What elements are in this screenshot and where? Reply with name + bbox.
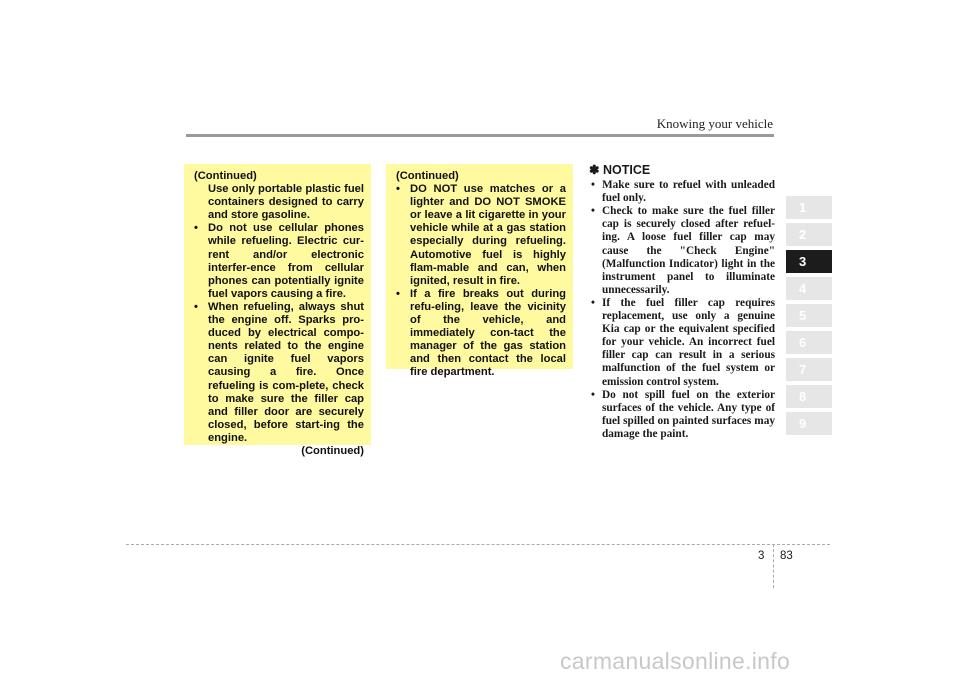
continued-label: (Continued)	[301, 444, 364, 457]
list-item-text: Make sure to refuel with unleaded fuel only.	[602, 179, 775, 205]
footer-divider	[773, 544, 774, 588]
chapter-tab-8[interactable]: 8	[786, 385, 832, 408]
chapter-tab-5[interactable]: 5	[786, 304, 832, 327]
page-number: 83	[780, 550, 793, 562]
bullet-icon: •	[591, 388, 595, 401]
list-item	[589, 297, 775, 389]
chapter-tab-6[interactable]: 6	[786, 331, 832, 354]
list-item	[589, 179, 775, 205]
page-header-title: Knowing your vehicle	[656, 116, 773, 131]
box-intro-text: Use only portable plastic fuel containers designed to carry and store gasoline.	[208, 183, 364, 222]
notice-section	[589, 164, 775, 441]
notice-star-icon: ✽	[589, 163, 600, 177]
list-item	[394, 288, 566, 380]
list-item	[192, 222, 364, 301]
list-item	[192, 301, 364, 445]
header-rule	[186, 134, 774, 137]
warning-list	[394, 183, 566, 379]
list-item-text: Check to make sure the fuel filler cap is securely closed after refuel-ing. A loose fuel filler cap may cause the "Check Engine" (Malfunction Indicator) light in the instrument panel to illuminate unnecessarily.	[602, 205, 775, 296]
notice-title: NOTICE	[602, 163, 651, 177]
list-item-text: Do not spill fuel on the exterior surfaces of the vehicle. Any type of fuel spilled on painted surfaces may damage the paint.	[602, 388, 775, 440]
list-item-text: Do not use cellular phones while refueling. Electric cur-rent and/or electronic interfer-ence from cellular phones can potentially ignite fuel vapors causing a fire.	[208, 222, 364, 300]
box-heading: (Continued)	[396, 170, 459, 182]
warning-box-right	[386, 164, 573, 379]
list-item	[589, 205, 775, 297]
bullet-icon: •	[396, 183, 400, 196]
chapter-tabs	[786, 196, 832, 439]
list-item-text: If a fire breaks out during refu-eling, leave the vicinity of the vehicle, and immediately con-tact the manager of the gas station and then contact the local fire department.	[410, 287, 566, 379]
notice-heading	[589, 164, 775, 177]
list-item	[394, 183, 566, 288]
chapter-tab-4[interactable]: 4	[786, 277, 832, 300]
warning-box-left	[184, 164, 371, 457]
bullet-icon: •	[591, 296, 595, 309]
box-heading: (Continued)	[194, 170, 257, 182]
chapter-tab-1[interactable]: 1	[786, 196, 832, 219]
chapter-tab-9[interactable]: 9	[786, 412, 832, 435]
warning-list	[192, 222, 364, 445]
list-item	[589, 389, 775, 441]
chapter-tab-3[interactable]: 3	[786, 250, 832, 273]
bullet-icon: •	[194, 300, 198, 313]
notice-list	[589, 179, 775, 441]
list-item-text: If the fuel filler cap requires replacement, use only a genuine Kia cap or the equivalent specified for your vehicle. An incorrect fuel filler cap can result in a serious malfunction of the fuel system or emission control system.	[602, 296, 775, 388]
page-section-number: 3	[758, 550, 765, 562]
list-item-text: DO NOT use matches or a lighter and DO NOT SMOKE or leave a lit cigarette in your vehicle while at a gas station especially during refueling. Automotive fuel is highly flam-mable and can, when ignited, result in fire.	[410, 183, 566, 287]
bullet-icon: •	[591, 179, 595, 192]
bullet-icon: •	[194, 222, 198, 235]
chapter-tab-7[interactable]: 7	[786, 358, 832, 381]
bullet-icon: •	[396, 287, 400, 300]
watermark: carmanualsonline.info	[560, 648, 791, 674]
list-item-text: When refueling, always shut the engine off. Sparks pro-duced by electrical compo-nents related to the engine can ignite fuel vapors causing a fire. Once refueling is com-plete, check to make sure the filler cap and filler door are securely closed, before start-ing the engine.	[208, 300, 364, 444]
footer-rule	[126, 544, 830, 545]
bullet-icon: •	[591, 205, 595, 218]
chapter-tab-2[interactable]: 2	[786, 223, 832, 246]
